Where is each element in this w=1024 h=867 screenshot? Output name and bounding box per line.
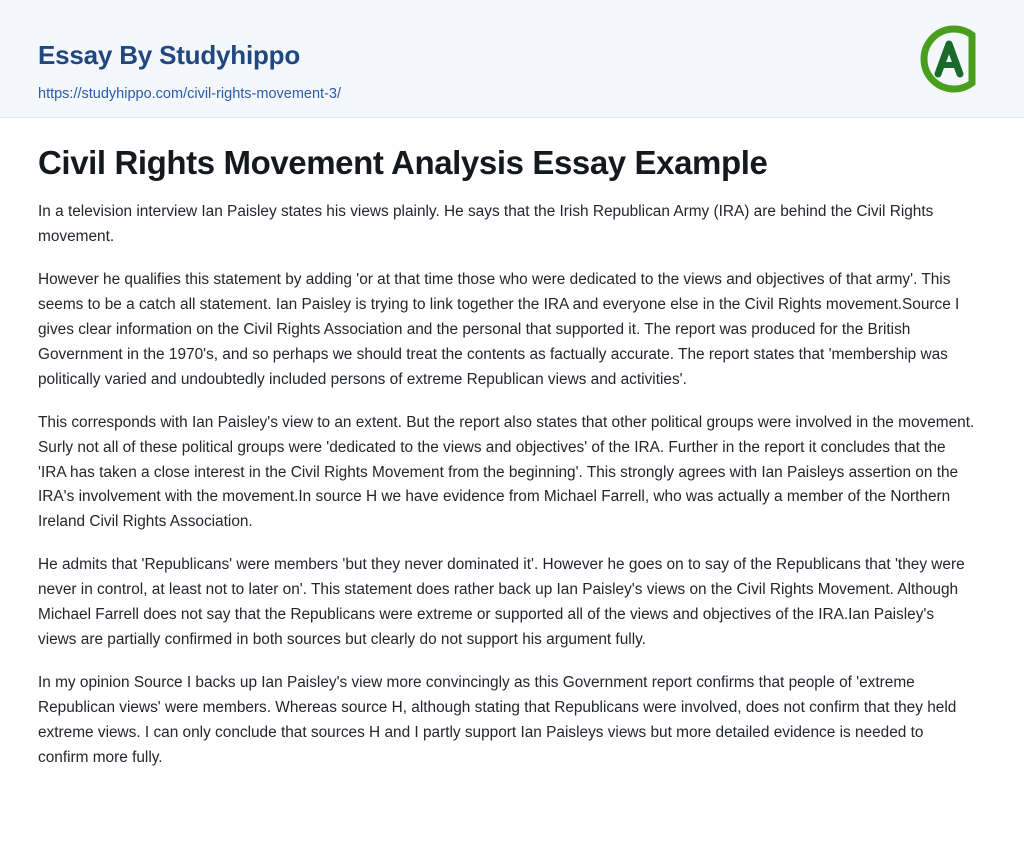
site-header	[0, 0, 1024, 118]
essay-paragraph: In a television interview Ian Paisley states his views plainly. He says that the Irish Republican Army (IRA) are behind the Civil Rights movement.	[38, 202, 934, 245]
source-url-link[interactable]: https://studyhippo.com/civil-rights-movement-3/	[38, 86, 341, 102]
essay-paragraph: However he qualifies this statement by adding 'or at that time those who were dedicated to the views and objectives of that army'. This seems to be a catch all statement. Ian Paisley is trying to link together the IRA and everyone else in the Civil Rights movement.Source I gives clear information on the Civil Rights Association and the personal that supported it. The report was produced for the British Government in the 1970's, and so perhaps we should treat the contents as factually accurate. The report states that 'membership was politically varied and undoubtedly included persons of extreme Republican views and activities'.	[38, 270, 960, 388]
essay-paragraph: He admits that 'Republicans' were members 'but they never dominated it'. However he goes on to say of the Republicans that 'they were never in control, at least not to later on'. This statement does rather back up Ian Paisley's views on the Civil Rights Movement. Although Michael Farrell does not say that the Republicans were extreme or supported all of the views and objectives of the IRA.Ian Paisley's views are partially confirmed in both sources but clearly do not support his argument fully.	[38, 556, 965, 649]
page-title: Civil Rights Movement Analysis Essay Example	[38, 144, 768, 181]
essay-paragraph: This corresponds with Ian Paisley's view to an extent. But the report also states that other political groups were involved in the movement. Surly not all of these political groups were 'dedicated to the views and objectives' of the IRA. Further in the report it concludes that the 'IRA has taken a close interest in the Civil Rights Movement from the beginning'. This strongly agrees with Ian Paisleys assertion on the IRA's involvement with the movement.In source H we have evidence from Michael Farrell, who was actually a member of the Northern Ireland Civil Rights Association.	[38, 413, 975, 531]
site-brand: Essay By Studyhippo	[38, 40, 301, 70]
essay-paragraph: In my opinion Source I backs up Ian Paisley's view more convincingly as this Government report confirms that people of 'extreme Republican views' were members. Whereas source H, although stating that Republicans were involved, does not confirm that they held extreme views. I can only conclude that sources H and I partly support Ian Paisleys views but more detailed evidence is needed to confirm more fully.	[38, 674, 957, 767]
studyhippo-a-logo-icon	[912, 22, 986, 96]
document-content	[0, 118, 1024, 771]
